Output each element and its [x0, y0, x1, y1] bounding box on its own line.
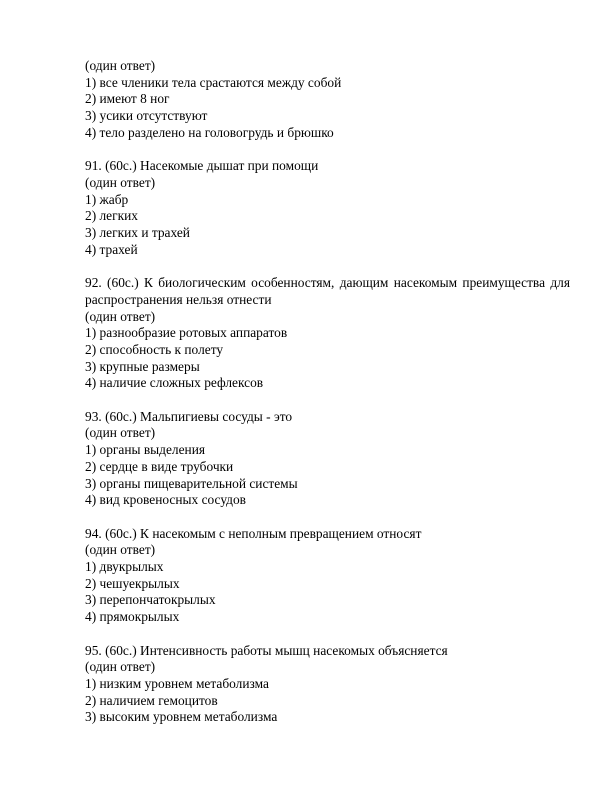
question-95	[85, 643, 570, 727]
answer-option: 4) трахей	[85, 241, 138, 257]
answer-option: 4) тело разделено на головогрудь и брюшко	[85, 124, 334, 140]
answer-option: 2) наличием гемоцитов	[85, 692, 218, 708]
answer-option: 2) способность к полету	[85, 341, 224, 357]
answer-option: 2) сердце в виде трубочки	[85, 458, 234, 474]
answer-option: 1) низким уровнем метаболизма	[85, 675, 269, 691]
question-title: 92. (60с.) К биологическим особенностям, дающим насекомым преимущества для распространения нельзя отнести	[85, 275, 570, 307]
question-92	[85, 275, 570, 392]
answer-type: (один ответ)	[85, 542, 156, 558]
answer-type: (один ответ)	[85, 58, 156, 73]
question-title: 95. (60с.) Интенсивность работы мышц насекомых объясняется	[85, 642, 448, 658]
answer-option: 3) усики отсутствуют	[85, 108, 208, 124]
answer-option: 3) крупные размеры	[85, 358, 200, 374]
document-page	[85, 58, 570, 743]
answer-option: 4) наличие сложных рефлексов	[85, 375, 264, 391]
answer-type: (один ответ)	[85, 308, 156, 324]
answer-option: 3) органы пищеварительной системы	[85, 475, 298, 491]
question-title: 94. (60с.) К насекомым с неполным превращением относят	[85, 525, 422, 541]
question-91	[85, 158, 570, 258]
answer-option: 1) все членики тела срастаются между собой	[85, 74, 342, 90]
answer-option: 4) прямокрылых	[85, 609, 180, 625]
answer-option: 2) легких	[85, 208, 138, 224]
question-fragment	[85, 58, 570, 142]
answer-type: (один ответ)	[85, 174, 156, 190]
answer-option: 2) чешуекрылых	[85, 575, 180, 591]
answer-option: 4) вид кровеносных сосудов	[85, 492, 247, 508]
answer-option: 1) разнообразие ротовых аппаратов	[85, 325, 288, 341]
answer-option: 1) жабр	[85, 191, 129, 207]
question-94	[85, 526, 570, 626]
answer-option: 3) легких и трахей	[85, 225, 190, 241]
question-title: 91. (60с.) Насекомые дышат при помощи	[85, 158, 319, 174]
answer-type: (один ответ)	[85, 425, 156, 441]
question-93	[85, 409, 570, 509]
answer-option: 1) двукрылых	[85, 559, 164, 575]
answer-option: 2) имеют 8 ног	[85, 91, 170, 107]
question-title: 93. (60с.) Мальпигиевы сосуды - это	[85, 408, 293, 424]
answer-option: 3) высоким уровнем метаболизма	[85, 709, 278, 725]
answer-type: (один ответ)	[85, 659, 156, 675]
answer-option: 1) органы выделения	[85, 442, 206, 458]
answer-option: 3) перепончатокрылых	[85, 592, 216, 608]
